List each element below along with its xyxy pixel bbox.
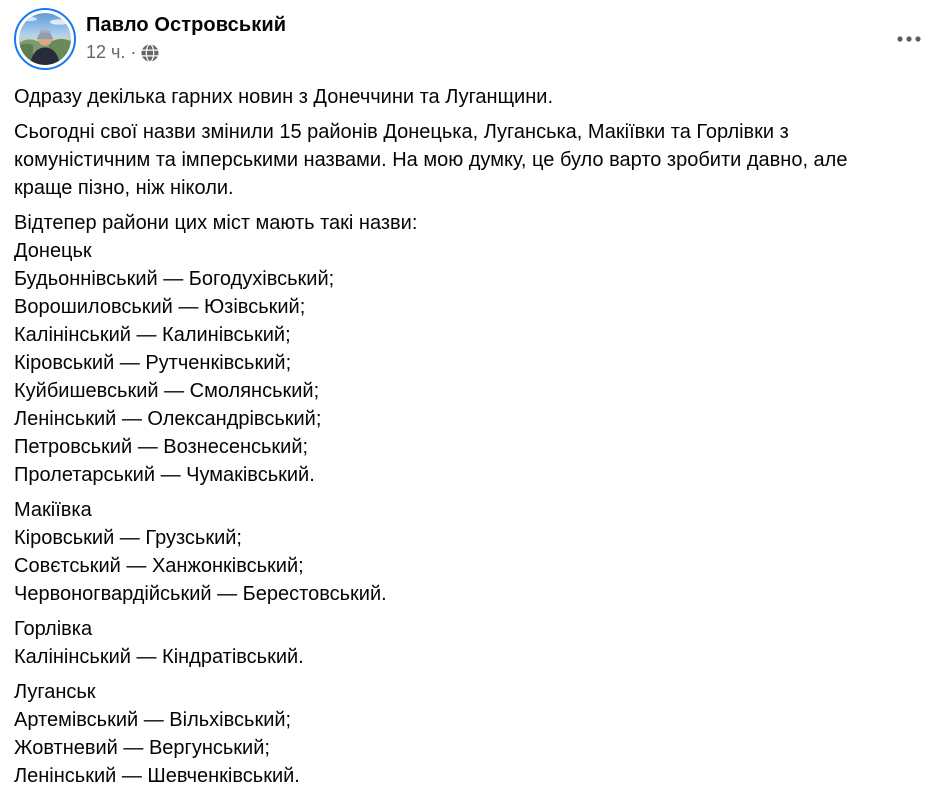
- ellipsis-icon: [896, 35, 922, 43]
- post-text-line: Ленінський — Олександрівський;: [14, 408, 322, 430]
- post-text-line: Кіровський — Грузський;: [14, 527, 242, 549]
- timestamp[interactable]: 12 ч.: [86, 42, 126, 62]
- post-paragraph: [14, 496, 921, 608]
- post-paragraph: [14, 209, 921, 489]
- post-text-line: Куйбишевський — Смолянський;: [14, 380, 320, 402]
- meta-separator: ·: [130, 42, 137, 62]
- post-text: [0, 70, 941, 790]
- post-paragraph: [14, 678, 921, 790]
- post-text-line: Донецьк: [14, 240, 92, 262]
- globe-icon: [141, 44, 159, 62]
- post-text-line: Відтепер райони цих міст мають такі назви:: [14, 212, 418, 234]
- post-text-line: Петровський — Вознесенський;: [14, 436, 309, 458]
- post-text-line: Совєтський — Ханжонківський;: [14, 555, 304, 577]
- story-ring: [14, 8, 76, 70]
- post-text-line: Кіровський — Рутченківський;: [14, 352, 292, 374]
- post-text-line: Ворошиловський — Юзівський;: [14, 296, 306, 318]
- author-name[interactable]: Павло Островський: [86, 14, 287, 36]
- post-text-line: Одразу декілька гарних новин з Донеччини та Луганщини.: [14, 86, 553, 108]
- post-text-line: Горлівка: [14, 618, 93, 640]
- post-header-info: [86, 8, 286, 63]
- post-meta[interactable]: [86, 41, 286, 63]
- more-options-button[interactable]: [887, 24, 931, 54]
- post-text-line: Ленінський — Шевченківський.: [14, 765, 300, 787]
- post-text-line: Калінінський — Калинівський;: [14, 324, 291, 346]
- post-header: [0, 0, 941, 70]
- post-text-line: Калінінський — Кіндратівський.: [14, 646, 304, 668]
- post-paragraph: [14, 118, 921, 202]
- post-text-line: Сьогодні свої назви змінили 15 районів Донецька, Луганська, Макіївки та Горлівки з: [14, 121, 789, 143]
- post-text-line: Луганськ: [14, 681, 96, 703]
- post-text-line: Артемівський — Вільхівський;: [14, 709, 292, 731]
- avatar[interactable]: [14, 8, 76, 70]
- post-text-line: краще пізно, ніж ніколи.: [14, 177, 234, 199]
- post-text-line: Пролетарський — Чумаківський.: [14, 464, 315, 486]
- post-text-line: Червоногвардійський — Берестовський.: [14, 583, 387, 605]
- post-text-line: комуністичним та імперськими назвами. На мою думку, це було варто зробити давно, але: [14, 149, 848, 171]
- post-paragraph: [14, 615, 921, 671]
- post-text-line: Будьоннівський — Богодухівський;: [14, 268, 335, 290]
- post-paragraph: [14, 83, 921, 111]
- post-text-line: Жовтневий — Вергунський;: [14, 737, 270, 759]
- post-text-line: Макіївка: [14, 499, 92, 521]
- profile-photo-icon: [19, 13, 71, 65]
